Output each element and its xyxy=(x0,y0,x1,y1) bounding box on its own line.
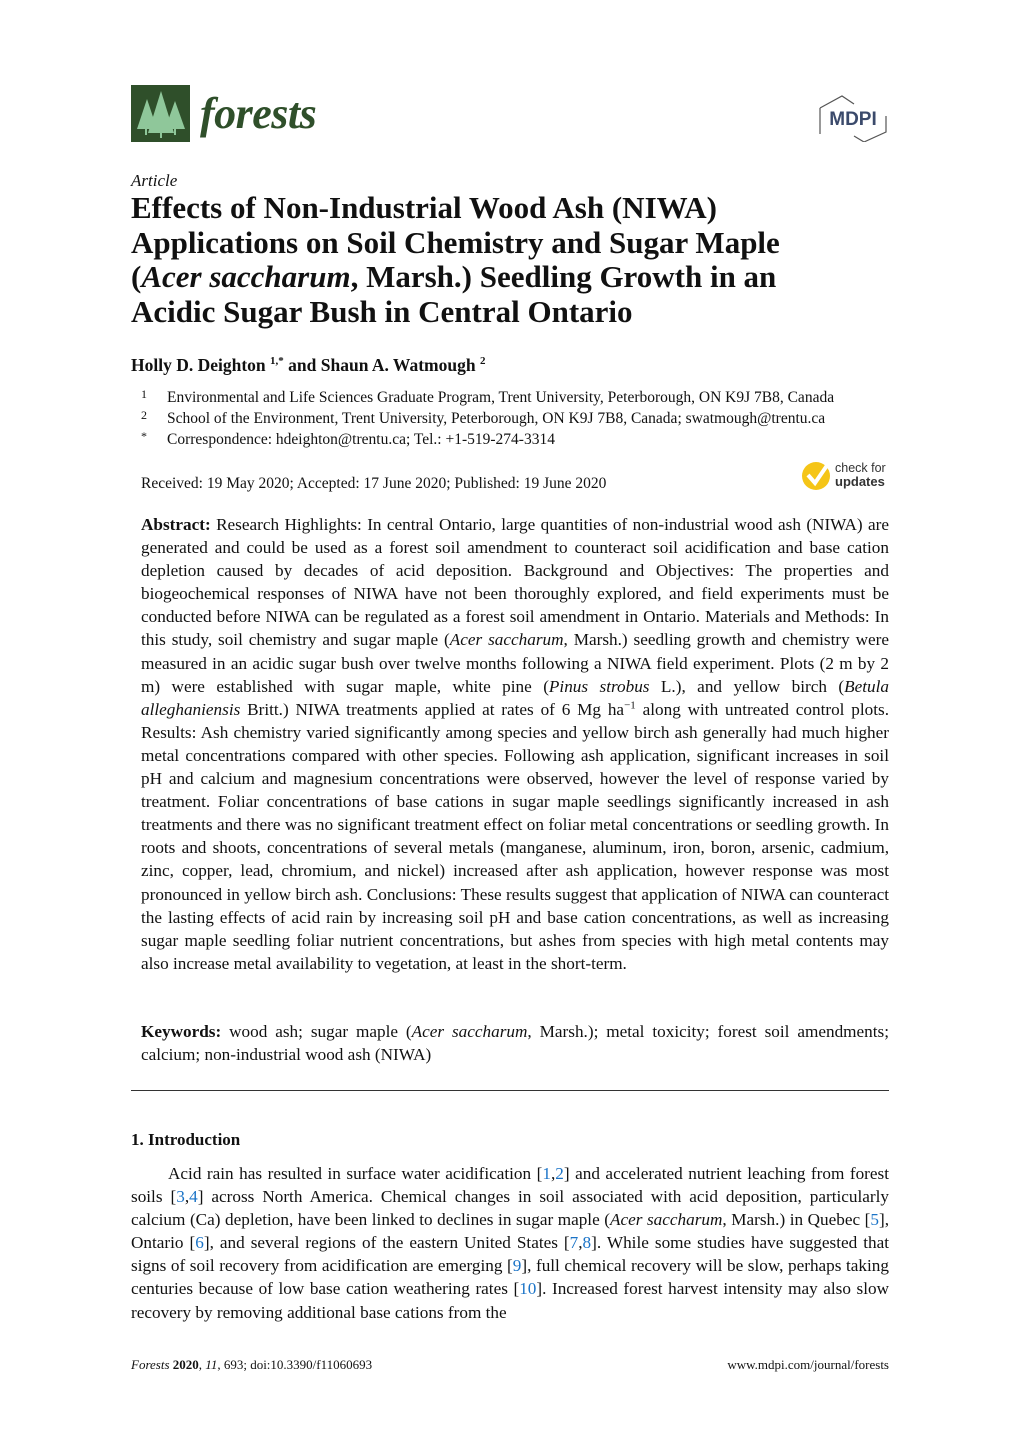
text-segment: Abstract: xyxy=(141,515,211,534)
updates-label: updates xyxy=(835,474,885,489)
title-line xyxy=(131,191,891,226)
italic-text: Forests xyxy=(131,1357,170,1372)
text-segment: , Marsh.) seedling growth and chemistry were measured in an acidic sugar bush over twelve months following a NIWA field experiment. Plots (2 m by 2 m) were established with sugar maple, white pine ( xyxy=(141,630,889,696)
text-segment: and Shaun A. Watmough xyxy=(283,355,480,375)
text-segment: ] across North America. Chemical changes in soil associated with acid deposition, particularly calcium (Ca) depletion, have been linked to declines in sugar maple ( xyxy=(131,1187,889,1230)
citation-link[interactable]: 6 xyxy=(195,1233,204,1253)
text-segment: , 693; doi:10.3390/f11060693 xyxy=(217,1357,373,1372)
affiliation-mark: 2 xyxy=(141,408,147,422)
correspondence xyxy=(141,429,555,449)
affiliation-text: School of the Environment, Trent University, Peterborough, ON K9J 7B8, Canada; swatmough@trentu.ca xyxy=(167,410,826,427)
mdpi-text: MDPI xyxy=(829,109,877,130)
citation-link[interactable]: 7 xyxy=(569,1233,579,1253)
superscript: −1 xyxy=(624,699,636,712)
text-segment: ]. While some studies have suggested that signs of soil recovery from acidification are emerging [ xyxy=(131,1233,889,1276)
citation-link[interactable]: 4 xyxy=(189,1187,198,1207)
introduction-paragraph xyxy=(131,1162,889,1324)
citation-link[interactable]: 2 xyxy=(555,1164,564,1183)
text-segment: Britt.) NIWA treatments applied at rates of 6 Mg ha xyxy=(240,699,625,719)
italic-text: Betula alleghaniensis xyxy=(141,676,890,719)
citation-link[interactable]: 10 xyxy=(519,1279,537,1299)
citation-link[interactable]: 5 xyxy=(870,1210,879,1230)
check-for-updates-badge[interactable] xyxy=(801,460,896,492)
title-line xyxy=(131,295,891,330)
check-for-label: check for xyxy=(835,461,886,475)
citation-link[interactable]: 1 xyxy=(542,1164,551,1183)
text-segment: Applications on Soil Chemistry and Sugar Maple xyxy=(131,224,780,260)
text-segment: ], full chemical recovery will be slow, perhaps taking centuries because of low base cation weathering rates [ xyxy=(131,1256,889,1299)
superscript: 2 xyxy=(479,355,486,368)
article-type: Article xyxy=(131,171,178,190)
divider xyxy=(131,1090,889,1091)
text-segment: ] and accelerated nutrient leaching from forest soils [ xyxy=(131,1164,889,1207)
text-segment: ], and several regions of the eastern United States [ xyxy=(203,1233,570,1253)
text-segment: wood ash; sugar maple ( xyxy=(221,1022,412,1041)
text-segment: Effects of Non-Industrial Wood Ash (NIWA) xyxy=(131,190,717,225)
text-segment: , Marsh.) Seedling Growth in an xyxy=(350,259,777,295)
citation-link[interactable]: 9 xyxy=(512,1256,522,1276)
citation-link[interactable]: 3 xyxy=(176,1187,185,1207)
footer-url[interactable]: www.mdpi.com/journal/forests xyxy=(727,1357,889,1372)
title-line xyxy=(131,260,891,295)
text-segment: Research Highlights: In central Ontario, large quantities of non-industrial wood ash (NIWA) are generated and could be used as a forest soil amendment to counteract soil acidification and base cation depletion caused by decades of acid deposition. Background and Objectives: The properties and biogeochemical responses of NIWA have not been thoroughly explored, and field experiments must be conducted before NIWA can be regulated as a forest soil amendment in Ontario. Materials and Methods: In this study, soil chemistry and sugar maple ( xyxy=(141,515,889,650)
footer-citation xyxy=(131,1357,372,1373)
affiliation-1 xyxy=(141,387,834,407)
publication-dates: Received: 19 May 2020; Accepted: 17 June 2020; Published: 19 June 2020 xyxy=(141,475,607,492)
text-segment: Acidic Sugar Bush in Central Ontario xyxy=(131,293,633,329)
journal-name: forests xyxy=(200,89,317,138)
affiliation-text: Environmental and Life Sciences Graduate Program, Trent University, Peterborough, ON K9J 7B8, Canada xyxy=(167,389,835,406)
italic-text: Acer saccharum xyxy=(411,1022,528,1041)
citation-link[interactable]: 8 xyxy=(582,1233,592,1253)
keywords xyxy=(141,1020,889,1066)
text-segment: 2020 xyxy=(172,1357,199,1372)
affiliation-mark: * xyxy=(141,429,147,443)
affiliation-text: Correspondence: hdeighton@trentu.ca; Tel.: +1-519-274-3314 xyxy=(167,431,555,448)
text-segment: Keywords: xyxy=(141,1022,222,1041)
italic-text: Acer saccharum xyxy=(609,1210,723,1230)
section-heading: 1. Introduction xyxy=(131,1130,241,1149)
mdpi-logo xyxy=(816,94,890,142)
text-segment: ( xyxy=(131,259,142,295)
italic-text: Pinus strobus xyxy=(548,676,650,696)
text-segment: , xyxy=(550,1164,556,1183)
text-segment: along with untreated control plots. Results: Ash chemistry varied significantly among species and yellow birch ash generally had much higher metal concentrations compared with other species. Following ash application, significant increases in soil pH and calcium and magnesium concentrations were observed, however the level of response varied by treatment. Foliar concentrations of base cations in sugar maple seedlings significantly increased in ash treatments and there was no significant treatment effect on foliar metal concentrations or seedling growth. In roots and shoots, concentrations of several metals (manganese, aluminum, iron, boron, arsenic, cadmium, zinc, copper, lead, chromium, and nickel) increased after ash application, however response was most pronounced in yellow birch ash. Conclusions: These results suggest that application of NIWA can counteract the lasting effects of acid rain by increasing soil pH and base cation concentrations, as well as increasing sugar maple seedling foliar nutrient concentrations, but ashes from species with high metal contents may also increase metal availability to vegetation, at least in the short-term. xyxy=(141,699,890,973)
text-segment: Holly D. Deighton xyxy=(131,355,271,375)
text-segment: , Marsh.); metal toxicity; forest soil amendments; calcium; non-industrial wood ash (NIWA) xyxy=(141,1022,890,1065)
text-segment: Acid rain has resulted in surface water acidification [ xyxy=(168,1164,543,1183)
text-segment: , xyxy=(578,1233,583,1253)
italic-text: Acer saccharum xyxy=(449,630,564,650)
abstract xyxy=(141,513,889,975)
text-segment: L.), and yellow birch ( xyxy=(649,676,845,696)
italic-text: 11 xyxy=(205,1357,218,1372)
text-segment: , Marsh.) in Quebec [ xyxy=(722,1210,871,1230)
journal-logo xyxy=(131,85,190,142)
affiliation-2 xyxy=(141,408,825,428)
italic-text: Acer saccharum xyxy=(141,259,351,295)
text-segment: , xyxy=(198,1357,206,1372)
check-icon xyxy=(801,460,833,492)
superscript: 1,* xyxy=(270,355,284,368)
authors xyxy=(131,355,485,376)
text-segment: ]. Increased forest harvest intensity may also slow recovery by removing additional base cations from the xyxy=(131,1279,889,1322)
title-line xyxy=(131,226,891,261)
article-title xyxy=(131,191,891,329)
text-segment: ], Ontario [ xyxy=(131,1210,889,1253)
text-segment: , xyxy=(184,1187,190,1207)
trees-icon xyxy=(131,85,190,142)
affiliation-mark: 1 xyxy=(141,387,147,401)
